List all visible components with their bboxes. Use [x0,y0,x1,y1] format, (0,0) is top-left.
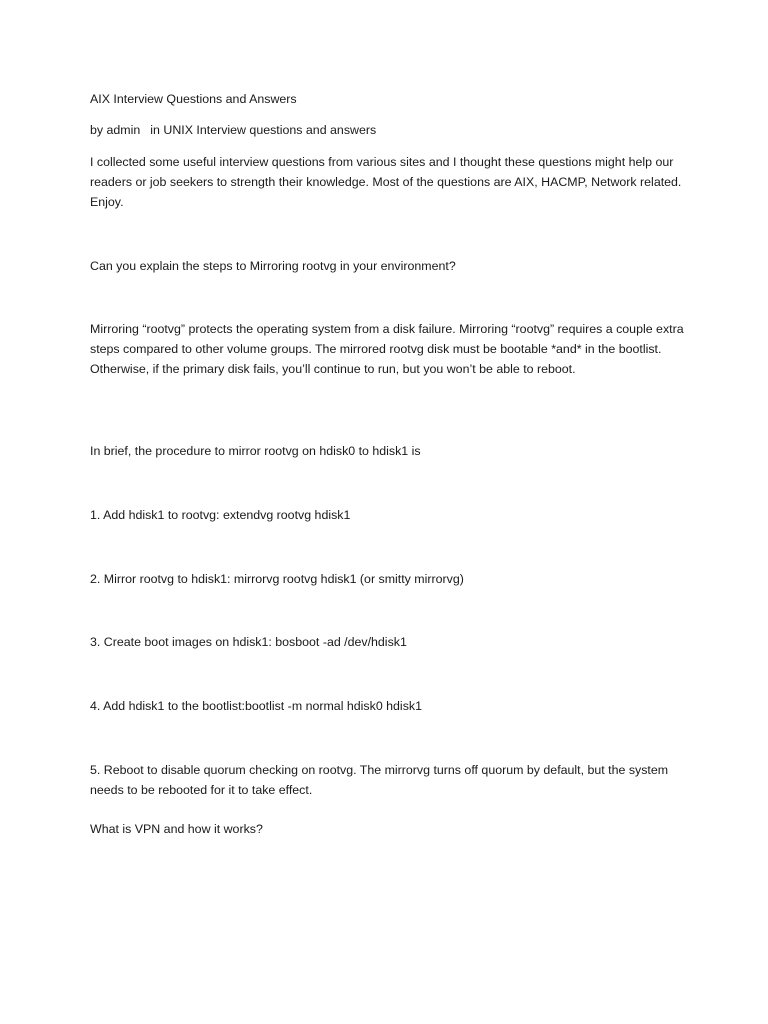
question-mirroring-rootvg: Can you explain the steps to Mirroring rootvg in your environment? [90,259,456,273]
procedure-step: 2. Mirror rootvg to hdisk1: mirrorvg rootvg hdisk1 (or smitty mirrorvg) [90,572,464,586]
byline-author: by admin [90,123,141,137]
question-vpn: What is VPN and how it works? [90,822,263,836]
byline [90,120,686,140]
procedure-step: 1. Add hdisk1 to rootvg: extendvg rootvg hdisk1 [90,508,351,522]
procedure-step: 3. Create boot images on hdisk1: bosboot -ad /dev/hdisk1 [90,635,407,649]
byline-category: in UNIX Interview questions and answers [150,123,377,137]
document-title: AIX Interview Questions and Answers [90,92,297,106]
procedure-step: 5. Reboot to disable quorum checking on rootvg. The mirrorvg turns off quorum by default, but the system needs to be rebooted for it to take effect. [90,763,669,797]
procedure-intro: In brief, the procedure to mirror rootvg on hdisk0 to hdisk1 is [90,444,421,458]
answer-mirroring-rootvg: Mirroring “rootvg” protects the operating system from a disk failure. Mirroring “rootvg” requires a couple extra steps compared to other volume groups. The mirrored rootvg disk must be bootable *and* in the bootlist. Otherwise, if the primary disk fails, you’ll continue to run, but you won’t be able to reboot. [90,322,684,376]
intro-paragraph: I collected some useful interview questions from various sites and I thought these questions might help our readers or job seekers to strength their knowledge. Most of the questions are AIX, HACMP, Network related. Enjoy. [90,155,682,209]
procedure-step: 4. Add hdisk1 to the bootlist:bootlist -m normal hdisk0 hdisk1 [90,699,422,713]
